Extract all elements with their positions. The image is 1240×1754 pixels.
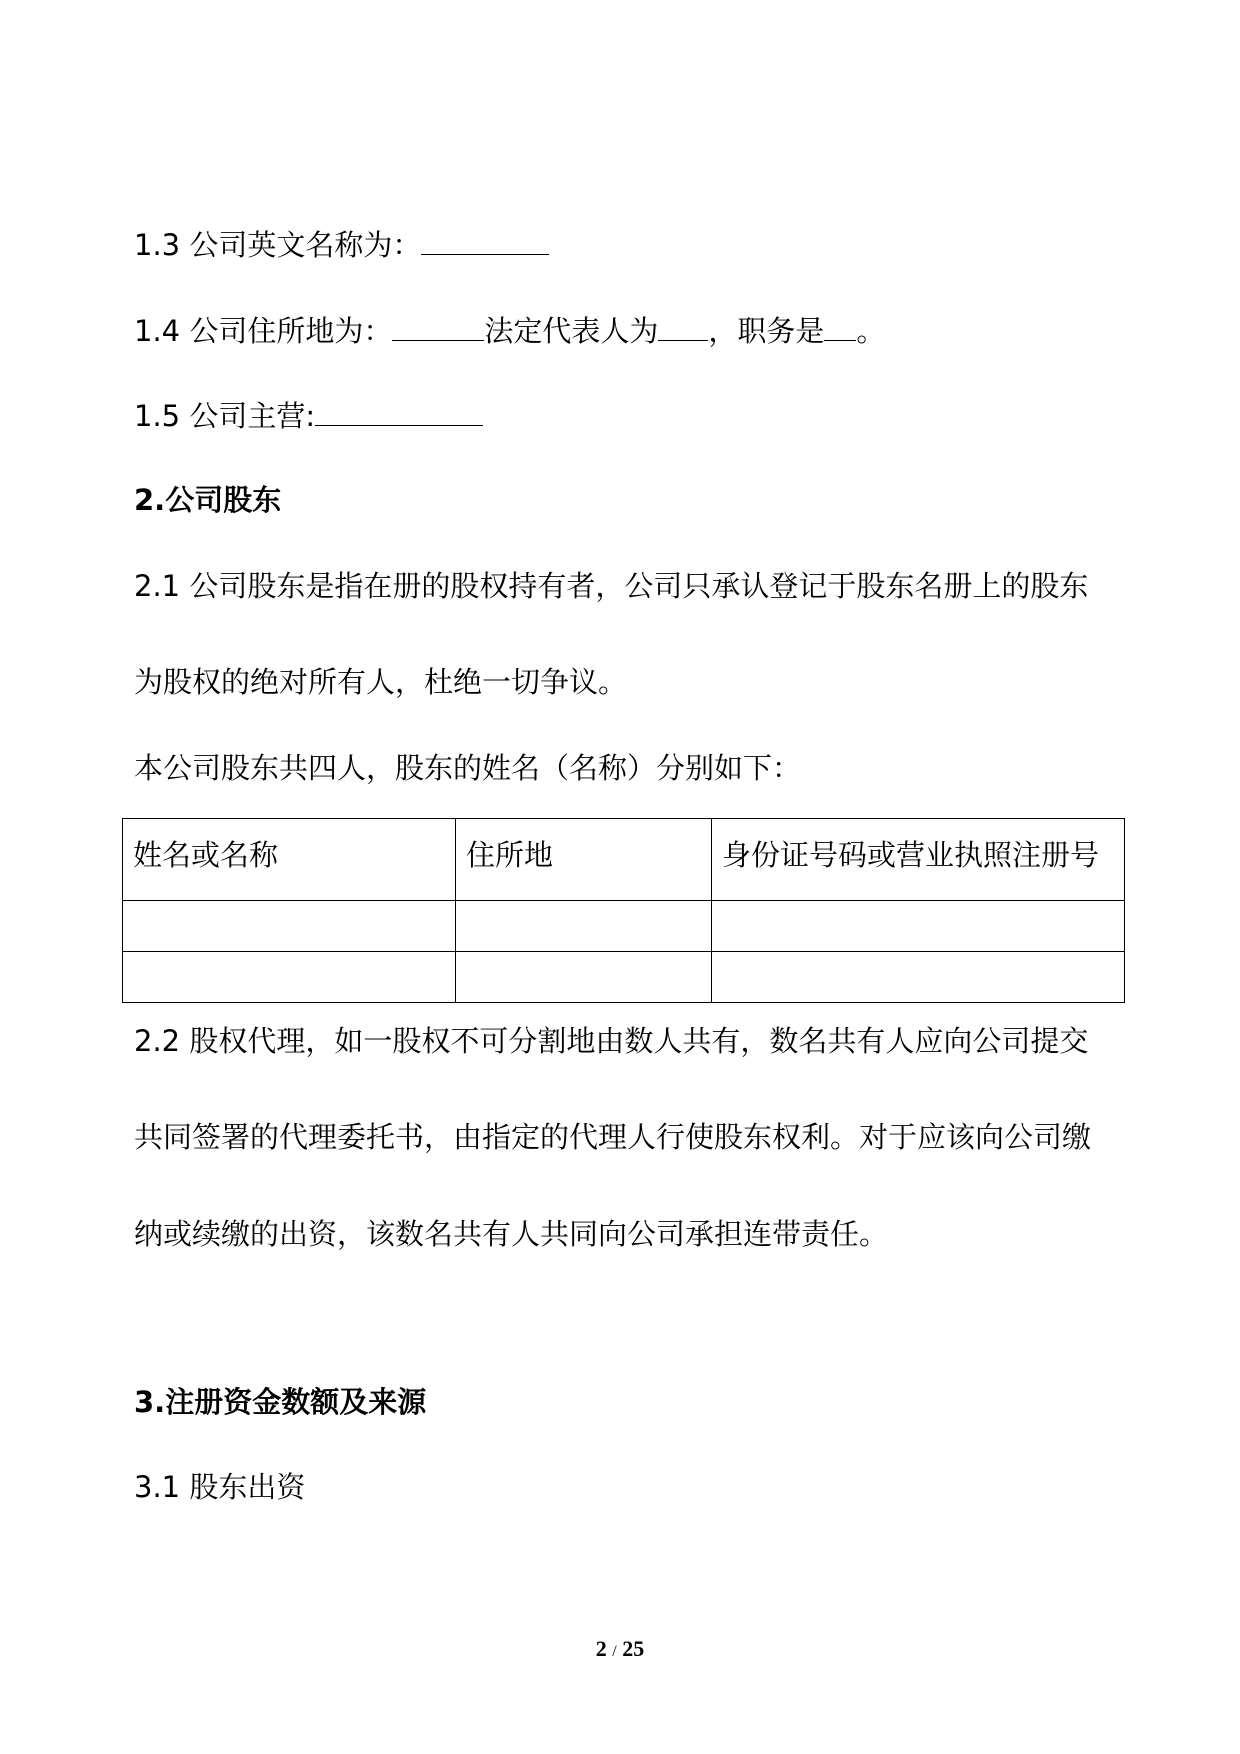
table-row — [123, 901, 1125, 952]
clause-1-4-label-address: 1.4 公司住所地为： — [134, 314, 393, 348]
shareholders-table — [122, 818, 1125, 1003]
clause-1-3-text: 1.3 公司英文名称为： — [134, 228, 422, 262]
table-cell[interactable] — [712, 901, 1125, 952]
table-header-row — [123, 819, 1125, 901]
clause-1-4-label-representative: 法定代表人为 — [484, 314, 659, 348]
clause-1-4-end: 。 — [856, 314, 886, 348]
page-number — [0, 1636, 1240, 1662]
clause-1-4 — [134, 312, 885, 349]
clause-3-1: 3.1 股东出资 — [134, 1470, 306, 1504]
position-blank[interactable] — [824, 312, 856, 341]
table-cell[interactable] — [123, 952, 456, 1003]
table-cell[interactable] — [712, 952, 1125, 1003]
address-blank[interactable] — [392, 312, 484, 341]
header-address: 住所地 — [456, 819, 712, 901]
header-id-number: 身份证号码或营业执照注册号 — [712, 819, 1125, 901]
clause-2-1-line-2: 为股权的绝对所有人，杜绝一切争议。 — [134, 665, 628, 699]
page-separator: / — [612, 1643, 617, 1660]
representative-blank[interactable] — [658, 312, 708, 341]
table-cell[interactable] — [456, 901, 712, 952]
total-pages: 25 — [622, 1636, 645, 1661]
clause-1-5-text: 1.5 公司主营: — [134, 399, 316, 433]
clause-1-5 — [134, 397, 483, 434]
clause-2-1-line-1: 2.1 公司股东是指在册的股权持有者，公司只承认登记于股东名册上的股东 — [134, 569, 1089, 603]
clause-2-2-line-2: 共同签署的代理委托书，由指定的代理人行使股东权利。对于应该向公司缴 — [134, 1120, 1092, 1154]
table-cell[interactable] — [456, 952, 712, 1003]
section-2-heading: 2.公司股东 — [134, 483, 282, 517]
table-cell[interactable] — [123, 901, 456, 952]
clause-1-3 — [134, 226, 549, 263]
english-name-blank[interactable] — [421, 226, 549, 255]
current-page: 2 — [595, 1636, 607, 1661]
table-row — [123, 952, 1125, 1003]
section-3-heading: 3.注册资金数额及来源 — [134, 1385, 427, 1419]
clause-2-2-line-1: 2.2 股权代理，如一股权不可分割地由数人共有，数名共有人应向公司提交 — [134, 1024, 1089, 1058]
clause-1-4-label-position: ，职务是 — [708, 314, 825, 348]
main-business-blank[interactable] — [315, 397, 483, 426]
shareholders-intro: 本公司股东共四人，股东的姓名（名称）分别如下： — [134, 751, 802, 785]
clause-2-2-line-3: 纳或续缴的出资，该数名共有人共同向公司承担连带责任。 — [134, 1217, 889, 1251]
header-name: 姓名或名称 — [123, 819, 456, 901]
